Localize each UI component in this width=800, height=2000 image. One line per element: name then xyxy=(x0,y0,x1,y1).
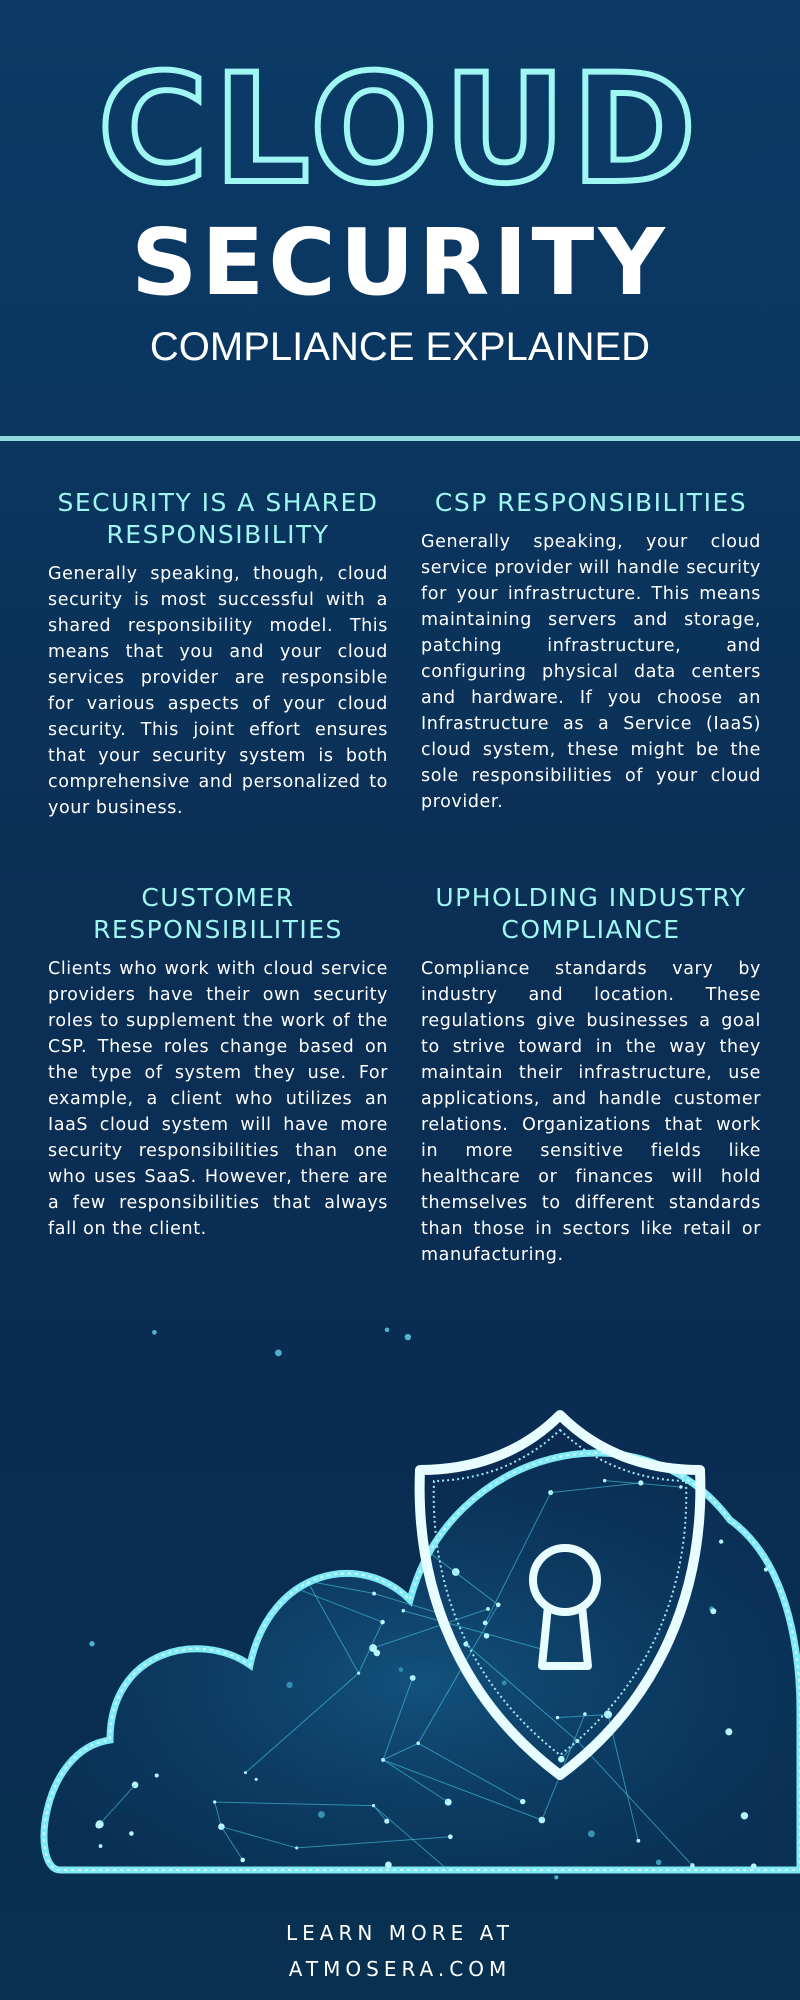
section-heading: CUSTOMER RESPONSIBILITIES xyxy=(93,883,343,944)
section-shared-responsibility xyxy=(48,487,388,821)
title-security: SECURITY xyxy=(131,209,669,316)
section-body: Compliance standards vary by industry and location. These regulations give businesses a goal to strive toward in the way they maintain their infrastructure, use applications, and handle customer relations. Organizations that work in more sensitive fields like healthcare or finances will hold themselves to different standards than those in sectors like retail or manufacturing. xyxy=(421,959,761,1265)
section-heading: SECURITY IS A SHARED RESPONSIBILITY xyxy=(57,488,379,549)
header xyxy=(0,43,800,369)
cloud-network-icon xyxy=(0,1270,800,1910)
section-heading: UPHOLDING INDUSTRY COMPLIANCE xyxy=(435,883,747,944)
subtitle: COMPLIANCE EXPLAINED xyxy=(149,325,651,369)
header-divider xyxy=(0,436,800,441)
section-body: Generally speaking, your cloud service provider will handle security for your infrastructure. This means maintaining servers and storage, patching infrastructure, and configuring physical data centers and hardware. If you choose an Infrastructure as a Service (IaaS) cloud system, these might be the sole responsibilities of your cloud provider. xyxy=(421,532,761,812)
section-industry-compliance xyxy=(421,882,761,1268)
footer-line1: LEARN MORE AT xyxy=(286,1921,514,1945)
footer xyxy=(0,1915,800,1987)
footer-link[interactable]: ATMOSERA.COM xyxy=(288,1957,512,1981)
section-customer-responsibilities xyxy=(48,882,388,1242)
section-csp-responsibilities xyxy=(421,487,761,815)
title-cloud: CLOUD xyxy=(97,43,703,217)
section-heading: CSP RESPONSIBILITIES xyxy=(434,488,748,517)
section-body: Clients who work with cloud service providers have their own security roles to supplement the work of the CSP. These roles change based on the type of system they use. For example, a client who utilizes an IaaS cloud system will have more security responsibilities than one who uses SaaS. However, there are a few responsibilities that always fall on the client. xyxy=(48,959,388,1239)
section-body: Generally speaking, though, cloud security is most successful with a shared responsibility model. This means that you and your cloud services provider are responsible for various aspects of your cloud security. This joint effort ensures that your security system is both comprehensive and personalized to your business. xyxy=(48,564,388,818)
